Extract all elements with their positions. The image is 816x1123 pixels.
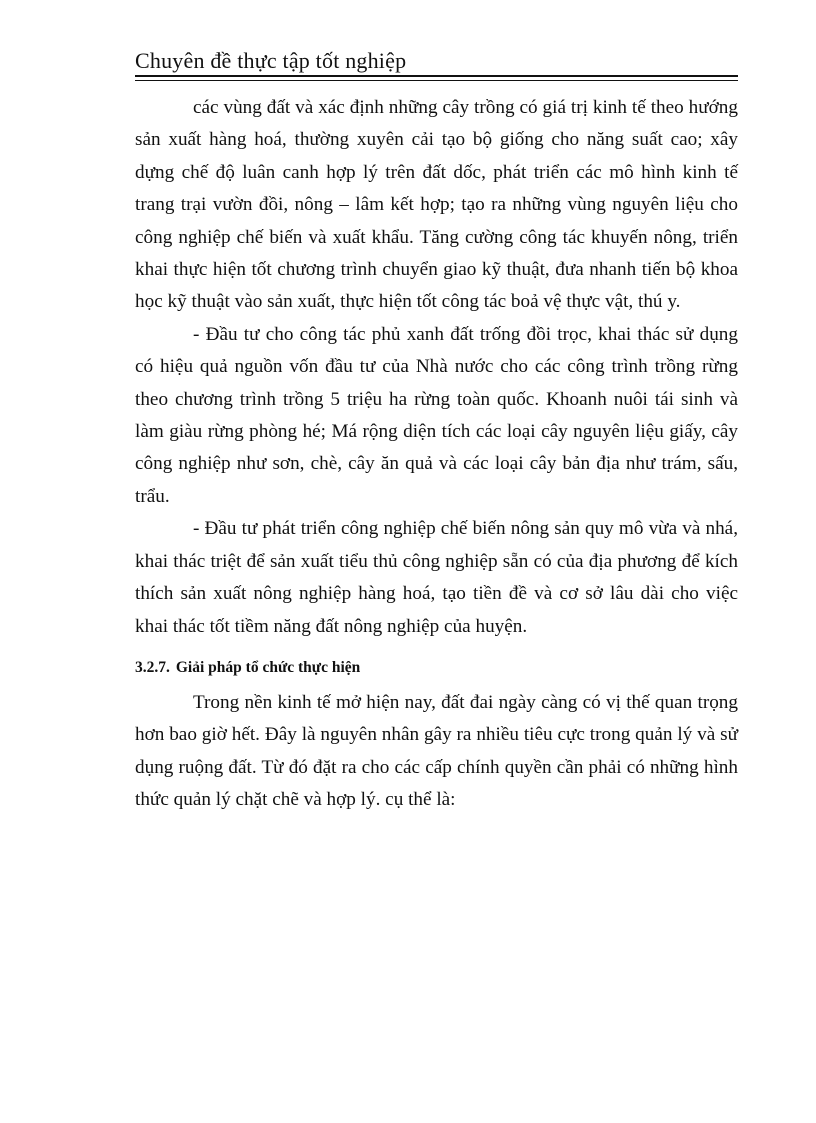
header-title: Chuyên đề thực tập tốt nghiệp xyxy=(135,48,407,73)
body-paragraph-2: - Đầu tư cho công tác phủ xanh đất trống đồi trọc, khai thác sử dụng có hiệu quả nguồn vốn đầu tư của Nhà nước cho các công trình trồng rừng theo chương trình trồng 5 triệu ha rừng toàn quốc. Khoanh nuôi tái sinh và làm giàu rừng phòng hé; Má rộng diện tích các loại cây nguyên liệu giấy, cây công nghiệp như sơn, chè, cây ăn quả và các loại cây bản địa như trám, sấu, trẩu. xyxy=(135,323,738,507)
header-rule-thick xyxy=(135,75,738,77)
body-paragraph-3: - Đầu tư phát triển công nghiệp chế biến nông sản quy mô vừa và nhá, khai thác triệt để sản xuất tiểu thủ công nghiệp sẵn có của địa phương để kích thích sản xuất nông nghiệp hàng hoá, tạo tiền đề và cơ sở lâu dài cho việc khai thác tốt tiềm năng đất nông nghiệp của huyện. xyxy=(135,518,738,637)
body-paragraph-4: Trong nền kinh tế mở hiện nay, đất đai ngày càng có vị thế quan trọng hơn bao giờ hết. Đây là nguyên nhân gây ra nhiều tiêu cực trong quản lý và sử dụng ruộng đất. Từ đó đặt ra cho các cấp chính quyền cần phải có những hình thức quản lý chặt chẽ và hợp lý. cụ thể là: xyxy=(135,691,738,811)
page-header xyxy=(135,48,738,74)
section-number: 3.2.7. xyxy=(135,658,170,676)
header-rule-thin xyxy=(135,80,738,81)
section-title: Giải pháp tổ chức thực hiện xyxy=(175,658,361,676)
section-heading xyxy=(135,657,738,679)
document-body xyxy=(135,92,738,817)
body-paragraph-1: các vùng đất và xác định những cây trồng có giá trị kinh tế theo hướng sản xuất hàng hoá, thường xuyên cải tạo bộ giống cho năng suất cao; xây dựng chế độ luân canh hợp lý trên đất dốc, phát triển các mô hình kinh tế trang trại vườn đồi, nông – lâm kết hợp; tạo ra những vùng nguyên liệu cho công nghiệp chế biến và xuất khẩu. Tăng cường công tác khuyến nông, triển khai thực hiện tốt chương trình chuyển giao kỹ thuật, đưa nhanh tiến bộ khoa học kỹ thuật vào sản xuất, thực hiện tốt công tác boả vệ thực vật, thú y. xyxy=(135,97,738,313)
